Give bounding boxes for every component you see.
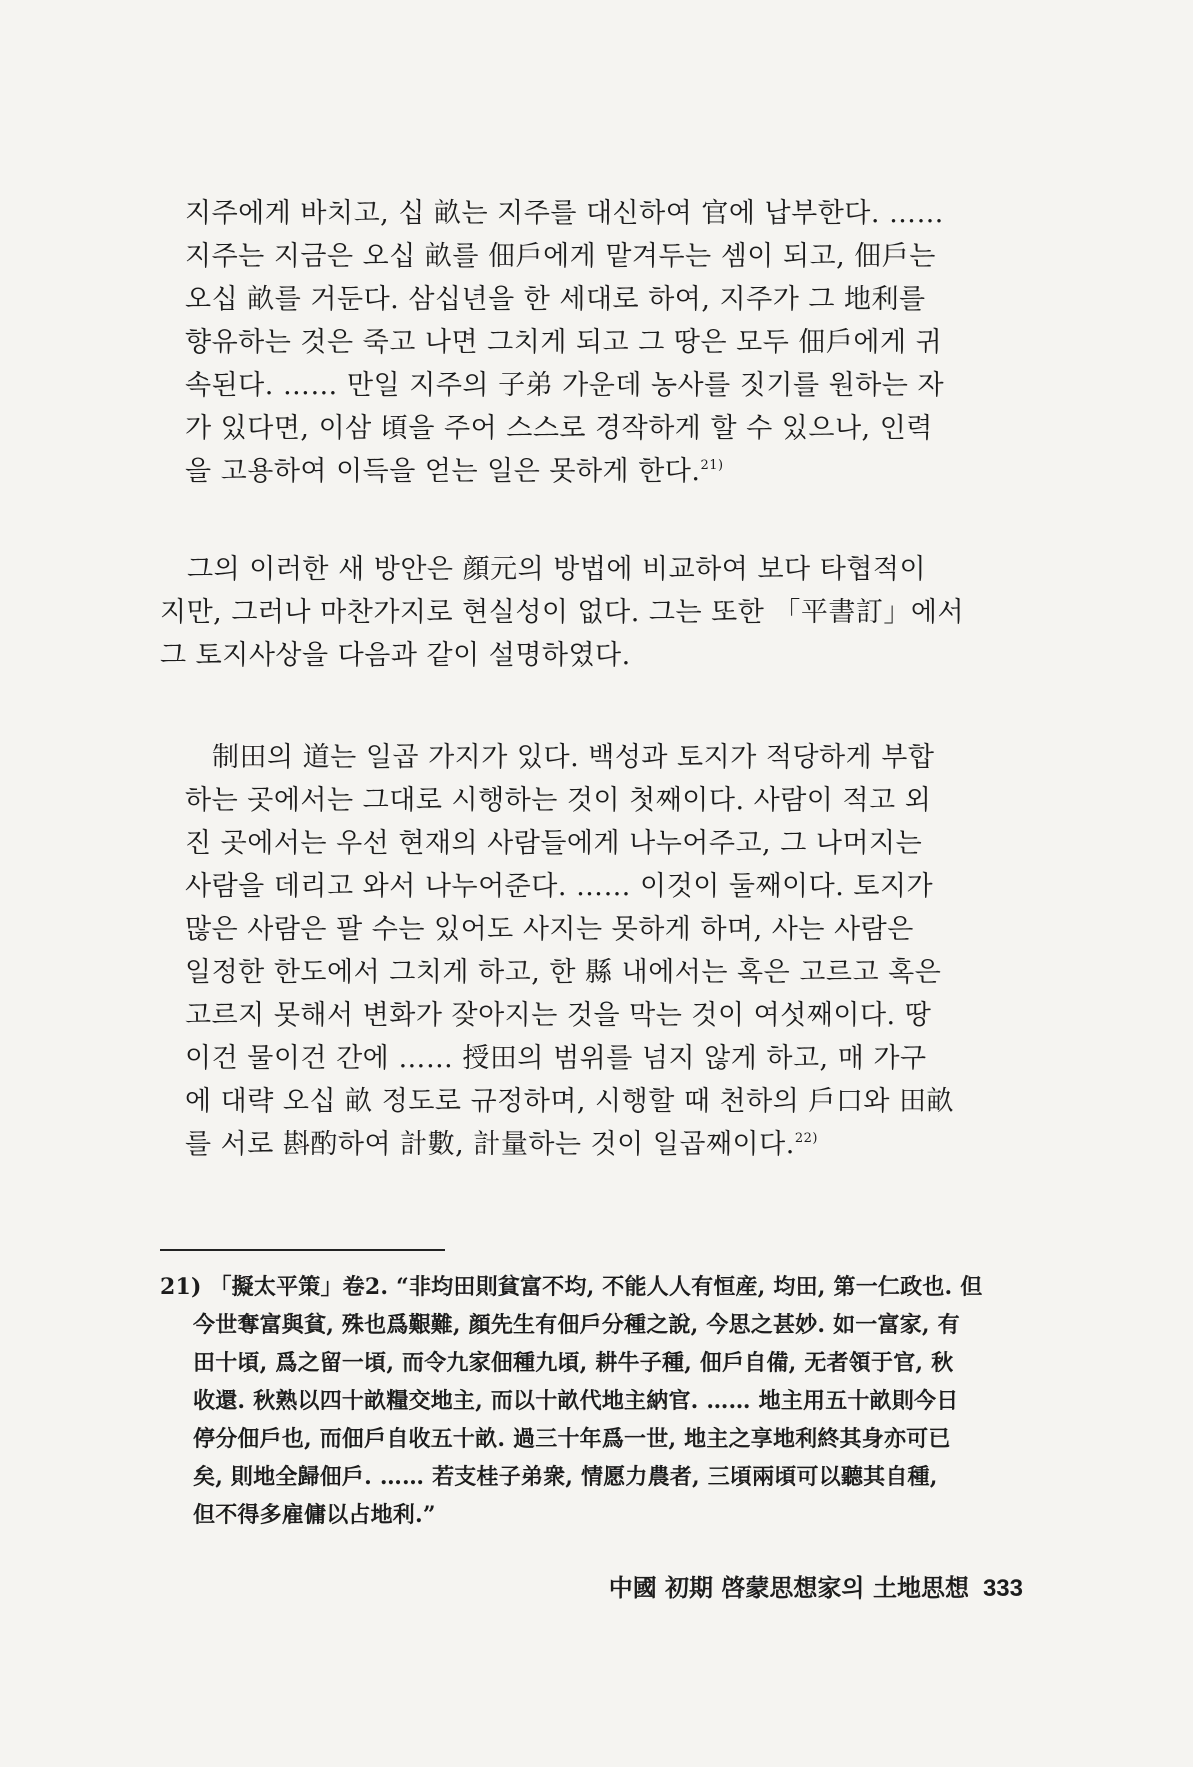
paragraph-line: 그의 이러한 새 방안은 顔元의 방법에 비교하여 보다 타협적이 (187, 554, 927, 585)
footnote-line: 但不得多雇傭以占地利.” (193, 1502, 436, 1528)
paragraph-line: 그 토지사상을 다음과 같이 설명하였다. (160, 640, 631, 671)
quote-line: 지주에게 바치고, 십 畝는 지주를 대신하여 官에 납부한다. …… (185, 198, 945, 229)
running-footer (609, 1568, 1023, 1603)
page-number: 333 (982, 1575, 1023, 1602)
quote-line: 하는 곳에서는 그대로 시행하는 것이 첫째이다. 사람이 적고 외 (185, 785, 932, 816)
quote-line: 많은 사람은 팔 수는 있어도 사지는 못하게 하며, 사는 사람은 (185, 914, 914, 945)
footnote-21 (160, 1268, 1020, 1534)
quote-line: 속된다. …… 만일 지주의 子弟 가운데 농사를 짓기를 원하는 자 (185, 370, 945, 401)
footnote-ref-21[interactable]: 21) (700, 458, 724, 473)
block-quote-1 (185, 192, 1000, 493)
quote-line-last (185, 450, 1000, 493)
quote-line-last (185, 1123, 1000, 1166)
footnote-ref-22[interactable]: 22) (794, 1131, 818, 1146)
footnote-divider (160, 1249, 445, 1251)
footnote-line: 21) 「擬太平策」卷2. “非均田則貧富不均, 不能人人有恒産, 均田, 第一仁政也. 但 (160, 1274, 983, 1300)
footnote-line: 收還. 秋熟以四十畝糧交地主, 而以十畝代地主納官. …… 地主用五十畝則今日 (193, 1388, 959, 1414)
chapter-title: 中國 初期 啓蒙思想家의 土地思想 (608, 1573, 969, 1602)
quote-line: 향유하는 것은 죽고 나면 그치게 되고 그 땅은 모두 佃戶에게 귀 (185, 327, 943, 358)
quote-line-text: 을 고용하여 이득을 얻는 일은 못하게 한다. (185, 456, 701, 487)
footnote-line: 矣, 則地全歸佃戶. …… 若支桂子弟衆, 情愿力農者, 三頃兩頃可以聽其自種, (193, 1464, 938, 1490)
footnote-line: 今世奪富與貧, 殊也爲艱難, 顔先生有佃戶分種之說, 今思之甚妙. 如一富家, 有 (193, 1312, 960, 1338)
quote-line: 고르지 못해서 변화가 잦아지는 것을 막는 것이 여섯째이다. 땅 (185, 1000, 932, 1031)
quote-line: 이건 물이건 간에 …… 授田의 범위를 넘지 않게 하고, 매 가구 (185, 1043, 927, 1074)
quote-line: 진 곳에서는 우선 현재의 사람들에게 나누어주고, 그 나머지는 (185, 828, 923, 859)
quote-line: 가 있다면, 이삼 頃을 주어 스스로 경작하게 할 수 있으나, 인력 (185, 413, 933, 444)
block-quote-2 (185, 736, 1000, 1166)
quote-line: 일정한 한도에서 그치게 하고, 한 縣 내에서는 혹은 고르고 혹은 (185, 957, 942, 988)
quote-line: 制田의 道는 일곱 가지가 있다. 백성과 토지가 적당하게 부합 (212, 742, 935, 773)
quote-line: 에 대략 오십 畝 정도로 규정하며, 시행할 때 천하의 戶口와 田畝 (185, 1086, 955, 1117)
footnote-line: 停分佃戶也, 而佃戶自收五十畝. 過三十年爲一世, 地主之享地利終其身亦可已 (193, 1426, 951, 1452)
paragraph-line: 지만, 그러나 마찬가지로 현실성이 없다. 그는 또한 「平書訂」에서 (160, 597, 965, 628)
quote-line: 오십 畝를 거둔다. 삼십년을 한 세대로 하여, 지주가 그 地利를 (185, 284, 926, 315)
quote-line: 지주는 지금은 오십 畝를 佃戶에게 맡겨두는 셈이 되고, 佃戶는 (185, 241, 936, 272)
body-paragraph (160, 548, 1005, 677)
footnote-line: 田十頃, 爲之留一頃, 而令九家佃種九頃, 耕牛子種, 佃戶自備, 无者領于官, 秋 (193, 1350, 954, 1376)
quote-line: 사람을 데리고 와서 나누어준다. …… 이것이 둘째이다. 토지가 (185, 871, 934, 902)
quote-line-text: 를 서로 斟酌하여 計數, 計量하는 것이 일곱째이다. (185, 1129, 795, 1160)
